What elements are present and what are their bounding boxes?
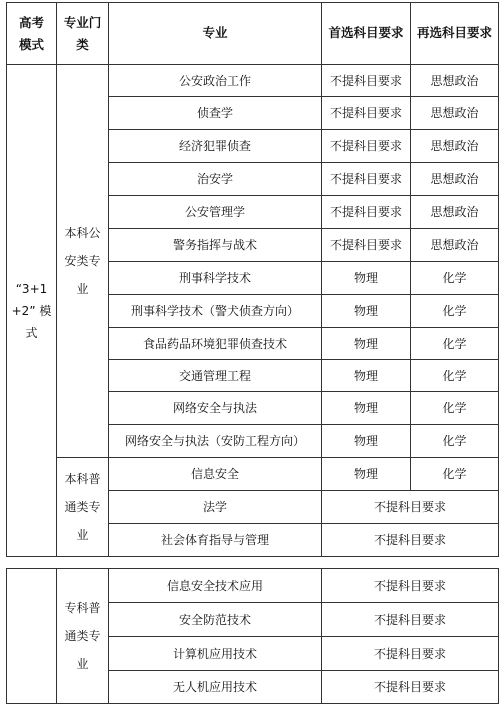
first-subject-cell: 不提科目要求 bbox=[322, 196, 411, 229]
header-major: 专业 bbox=[109, 3, 322, 65]
mode-label-line2: +2” 模 bbox=[11, 303, 52, 318]
first-subject-cell: 不提科目要求 bbox=[322, 163, 411, 196]
first-subject-cell: 物理 bbox=[322, 392, 411, 425]
second-subject-cell: 思想政治 bbox=[411, 65, 499, 97]
major-cell: 无人机应用技术 bbox=[109, 671, 322, 704]
major-cell: 侦查学 bbox=[109, 97, 322, 130]
major-cell: 安全防范技术 bbox=[109, 603, 322, 637]
combined-requirement-cell: 不提科目要求 bbox=[322, 637, 499, 671]
table-row bbox=[7, 65, 499, 97]
major-cell: 信息安全技术应用 bbox=[109, 569, 322, 603]
page-break-gap bbox=[0, 560, 500, 568]
category-cell bbox=[57, 65, 109, 458]
category-line1: 本科普 bbox=[64, 472, 101, 486]
major-cell: 网络安全与执法 bbox=[109, 392, 322, 425]
major-cell: 社会体育指导与管理 bbox=[109, 524, 322, 557]
combined-requirement-cell: 不提科目要求 bbox=[322, 569, 499, 603]
first-subject-cell: 物理 bbox=[322, 425, 411, 458]
category-line3: 业 bbox=[76, 282, 89, 296]
header-category bbox=[57, 3, 109, 65]
table-row bbox=[7, 569, 499, 603]
header-category-line1: 专业门 bbox=[63, 14, 102, 30]
major-cell: 公安政治工作 bbox=[109, 65, 322, 97]
first-subject-cell: 不提科目要求 bbox=[322, 97, 411, 130]
first-subject-cell: 物理 bbox=[322, 360, 411, 392]
first-subject-cell: 不提科目要求 bbox=[322, 229, 411, 262]
category-cell bbox=[57, 458, 109, 557]
category-cell bbox=[57, 569, 109, 704]
second-subject-cell: 化学 bbox=[411, 295, 499, 328]
mode-label-line1: “3+1 bbox=[15, 281, 48, 296]
second-subject-cell: 化学 bbox=[411, 458, 499, 491]
mode-label-line3: 式 bbox=[25, 325, 38, 340]
mode-cell bbox=[7, 65, 57, 557]
header-mode-line2: 模式 bbox=[18, 36, 44, 52]
second-subject-cell: 化学 bbox=[411, 262, 499, 295]
major-cell: 经济犯罪侦查 bbox=[109, 130, 322, 163]
major-cell: 公安管理学 bbox=[109, 196, 322, 229]
major-cell: 警务指挥与战术 bbox=[109, 229, 322, 262]
major-cell: 刑事科学技术（警犬侦查方向） bbox=[109, 295, 322, 328]
category-line3: 业 bbox=[76, 528, 89, 542]
second-subject-cell: 化学 bbox=[411, 425, 499, 458]
combined-requirement-cell: 不提科目要求 bbox=[322, 524, 499, 557]
category-line2: 通类专 bbox=[64, 500, 101, 514]
header-mode bbox=[7, 3, 57, 65]
second-subject-cell: 思想政治 bbox=[411, 229, 499, 262]
major-cell: 计算机应用技术 bbox=[109, 637, 322, 671]
header-mode-line1: 高考 bbox=[18, 14, 44, 30]
second-subject-cell: 思想政治 bbox=[411, 196, 499, 229]
header-row bbox=[7, 3, 499, 65]
category-line1: 本科公 bbox=[64, 226, 101, 240]
first-subject-cell: 不提科目要求 bbox=[322, 130, 411, 163]
first-subject-cell: 物理 bbox=[322, 295, 411, 328]
first-subject-cell: 物理 bbox=[322, 458, 411, 491]
table-row bbox=[7, 458, 499, 491]
category-line2: 安类专 bbox=[64, 254, 101, 268]
first-subject-cell: 物理 bbox=[322, 328, 411, 360]
requirements-table-main bbox=[6, 2, 499, 557]
category-line3: 业 bbox=[76, 657, 89, 671]
first-subject-cell: 不提科目要求 bbox=[322, 65, 411, 97]
major-cell: 网络安全与执法（安防工程方向） bbox=[109, 425, 322, 458]
major-cell: 交通管理工程 bbox=[109, 360, 322, 392]
major-cell: 刑事科学技术 bbox=[109, 262, 322, 295]
second-subject-cell: 化学 bbox=[411, 360, 499, 392]
category-line1: 专科普 bbox=[64, 601, 101, 615]
second-subject-cell: 化学 bbox=[411, 328, 499, 360]
second-subject-cell: 思想政治 bbox=[411, 163, 499, 196]
requirements-table-continued bbox=[6, 568, 499, 704]
first-subject-cell: 物理 bbox=[322, 262, 411, 295]
header-first-subject: 首选科目要求 bbox=[322, 3, 411, 65]
header-second-subject: 再选科目要求 bbox=[411, 3, 499, 65]
combined-requirement-cell: 不提科目要求 bbox=[322, 491, 499, 524]
major-cell: 信息安全 bbox=[109, 458, 322, 491]
second-subject-cell: 思想政治 bbox=[411, 97, 499, 130]
combined-requirement-cell: 不提科目要求 bbox=[322, 603, 499, 637]
second-subject-cell: 化学 bbox=[411, 392, 499, 425]
header-category-line2: 类 bbox=[76, 36, 89, 52]
category-line2: 通类专 bbox=[64, 629, 101, 643]
major-cell: 法学 bbox=[109, 491, 322, 524]
major-cell: 治安学 bbox=[109, 163, 322, 196]
second-subject-cell: 思想政治 bbox=[411, 130, 499, 163]
combined-requirement-cell: 不提科目要求 bbox=[322, 671, 499, 704]
mode-cell-continued bbox=[7, 569, 57, 704]
major-cell: 食品药品环境犯罪侦查技术 bbox=[109, 328, 322, 360]
